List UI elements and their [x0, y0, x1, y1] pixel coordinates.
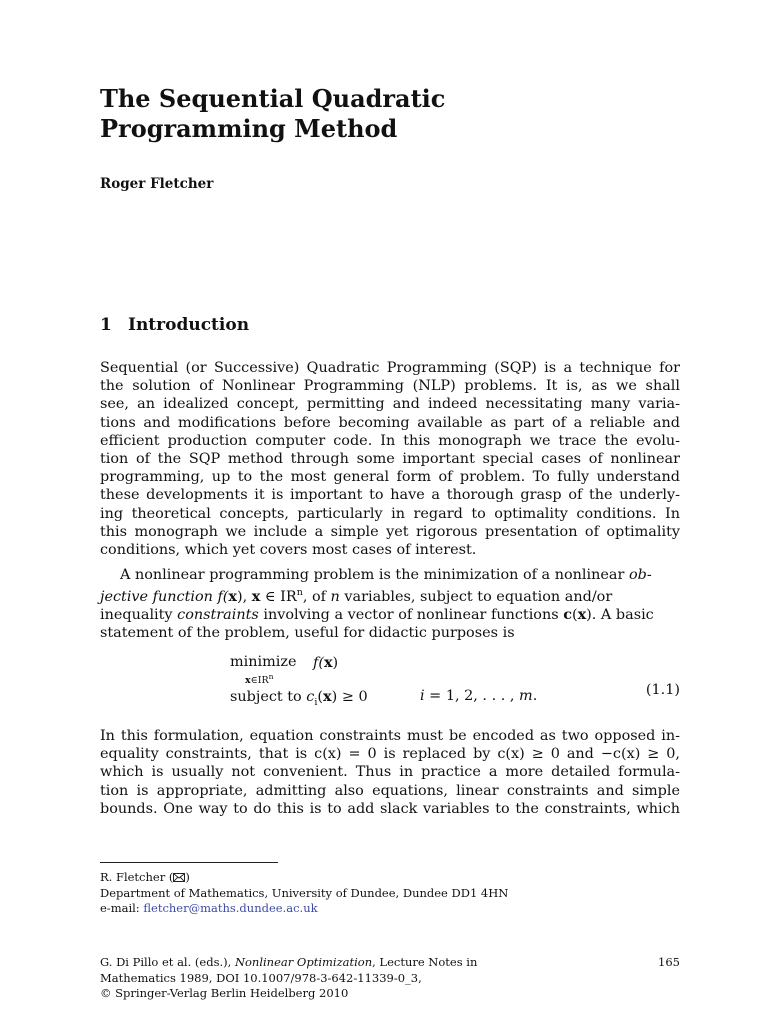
math-superscript: n	[268, 672, 274, 681]
math-subscript: i	[314, 696, 318, 708]
text-run: ),	[237, 589, 252, 605]
citation-line: Mathematics 1989, DOI 10.1007/978-3-642-11339-0_3,	[100, 970, 422, 985]
math-symbol: x	[323, 654, 333, 671]
text-line: equality constraints, that is c(x) = 0 is replaced by c(x) ≥ 0 and −c(x) ≥ 0,	[100, 746, 680, 763]
equation-index-range: i = 1, 2, . . . , m.	[420, 688, 538, 704]
text-line: Sequential (or Successive) Quadratic Programming (SQP) is a technique for	[100, 360, 680, 376]
math-symbol: n	[330, 589, 340, 605]
footnote-author	[100, 870, 508, 886]
citation-block	[100, 955, 477, 1002]
text-line: programming, up to the most general form of problem. To fully understand	[100, 469, 680, 486]
text-line: which is usually not convenient. Thus in practice a more detailed formula-	[100, 764, 680, 781]
text-line	[100, 566, 680, 584]
text-line: bounds. One way to do this is to add slack variables to the constraints, which	[100, 800, 680, 817]
text-run: (	[571, 607, 578, 624]
text-run: ∈IR	[250, 675, 269, 687]
text-line: the solution of Nonlinear Programming (NLP) problems. It is, as we shall	[100, 378, 680, 395]
text-line: conditions, which yet covers most cases of interest.	[100, 542, 477, 559]
math-symbol: x	[577, 606, 587, 624]
math-symbol: x	[228, 588, 237, 605]
text-run: involving a vector of nonlinear functions	[258, 607, 564, 624]
math-symbol: c	[563, 606, 572, 624]
section-title: Introduction	[128, 315, 250, 335]
text-run: variables, subject to equation and/or	[339, 589, 613, 605]
math-symbol: x	[251, 588, 261, 605]
equation-constraint: subject to $c_i(x) \ge 0$	[230, 688, 368, 708]
text-run: subject to	[230, 689, 307, 705]
text-run: ) ≥ 0	[331, 689, 368, 705]
text-run: ). A basic	[586, 607, 654, 624]
section-heading	[100, 315, 249, 335]
math-symbol: x	[245, 675, 251, 687]
page-number: 165	[658, 955, 680, 969]
text-line: efficient production computer code. In this monograph we trace the evolu-	[100, 432, 680, 449]
math-symbol: i	[420, 688, 425, 704]
citation-line	[100, 955, 477, 971]
footnote-affiliation: Department of Mathematics, University of Dundee, Dundee DD1 4HN	[100, 885, 509, 900]
footnote	[100, 870, 508, 917]
equation-1-1	[100, 654, 680, 712]
text-line	[100, 584, 680, 606]
text-line: this monograph we include a simple yet rigorous presentation of optimality	[100, 523, 680, 540]
text-run: A nonlinear programming problem is the minimization of a nonlinear	[120, 567, 629, 583]
math-symbol: m	[519, 688, 533, 704]
text-line: tions and modifications before becoming available as part of a reliable and	[100, 414, 680, 431]
intro-paragraph-1	[100, 359, 680, 559]
math-symbol: c	[306, 689, 315, 705]
equation-subscript	[245, 672, 273, 686]
math-superscript: n	[296, 587, 303, 599]
text-run: = 1, 2, . . . ,	[424, 688, 520, 704]
text-line: statement of the problem, useful for didactic purposes is	[100, 625, 515, 642]
equation-number: (1.1)	[645, 682, 680, 698]
text-run: , of	[302, 589, 331, 605]
text-line: these developments it is important to have a thorough grasp of the underly-	[100, 487, 680, 504]
citation-line: © Springer-Verlag Berlin Heidelberg 2010	[100, 986, 349, 1000]
section-number: 1	[100, 315, 112, 335]
math-symbol: x	[323, 688, 332, 705]
math-symbol: f(	[212, 589, 229, 605]
emphasis-text: constraints	[177, 607, 259, 624]
text-line: tion is appropriate, admitting also equations, linear constraints and simple	[100, 782, 680, 799]
text-run: G. Di Pillo et al. (eds.),	[100, 955, 235, 969]
intro-paragraph-3	[100, 727, 680, 818]
text-run: )	[332, 655, 339, 671]
math-symbol: f(	[313, 655, 324, 671]
text-line: see, an idealized concept, permitting and indeed necessitating many varia-	[100, 396, 680, 413]
footnote-email-line	[100, 901, 508, 917]
equation-objective	[313, 654, 338, 671]
email-link[interactable]: fletcher@maths.dundee.ac.uk	[143, 901, 318, 915]
footnote-divider	[100, 862, 278, 863]
title-line: The Sequential Quadratic	[100, 84, 446, 113]
text-line: tion of the SQP method through some important special cases of nonlinear	[100, 451, 680, 468]
text-line: ing theoretical concepts, particularly in regard to optimality conditions. In	[100, 505, 680, 522]
text-run: , Lecture Notes in	[372, 955, 478, 969]
text-line: In this formulation, equation constraints must be encoded as two opposed in-	[100, 728, 680, 744]
emphasis-text: ob-	[628, 567, 652, 583]
text-run: R. Fletcher (	[100, 870, 174, 884]
intro-paragraph-2	[100, 566, 680, 643]
equation-minimize: minimize	[230, 654, 297, 670]
text-run: e-mail:	[100, 901, 144, 915]
envelope-icon	[173, 873, 185, 882]
title-line: Programming Method	[100, 114, 398, 143]
emphasis-text: Nonlinear Optimization	[234, 955, 373, 969]
text-line	[100, 606, 680, 624]
paper-title	[100, 84, 680, 144]
text-run: )	[185, 870, 190, 884]
text-run: inequality	[100, 607, 178, 624]
author-name: Roger Fletcher	[100, 176, 214, 192]
text-run: ∈ IR	[260, 589, 297, 605]
emphasis-text: jective function	[100, 589, 213, 605]
